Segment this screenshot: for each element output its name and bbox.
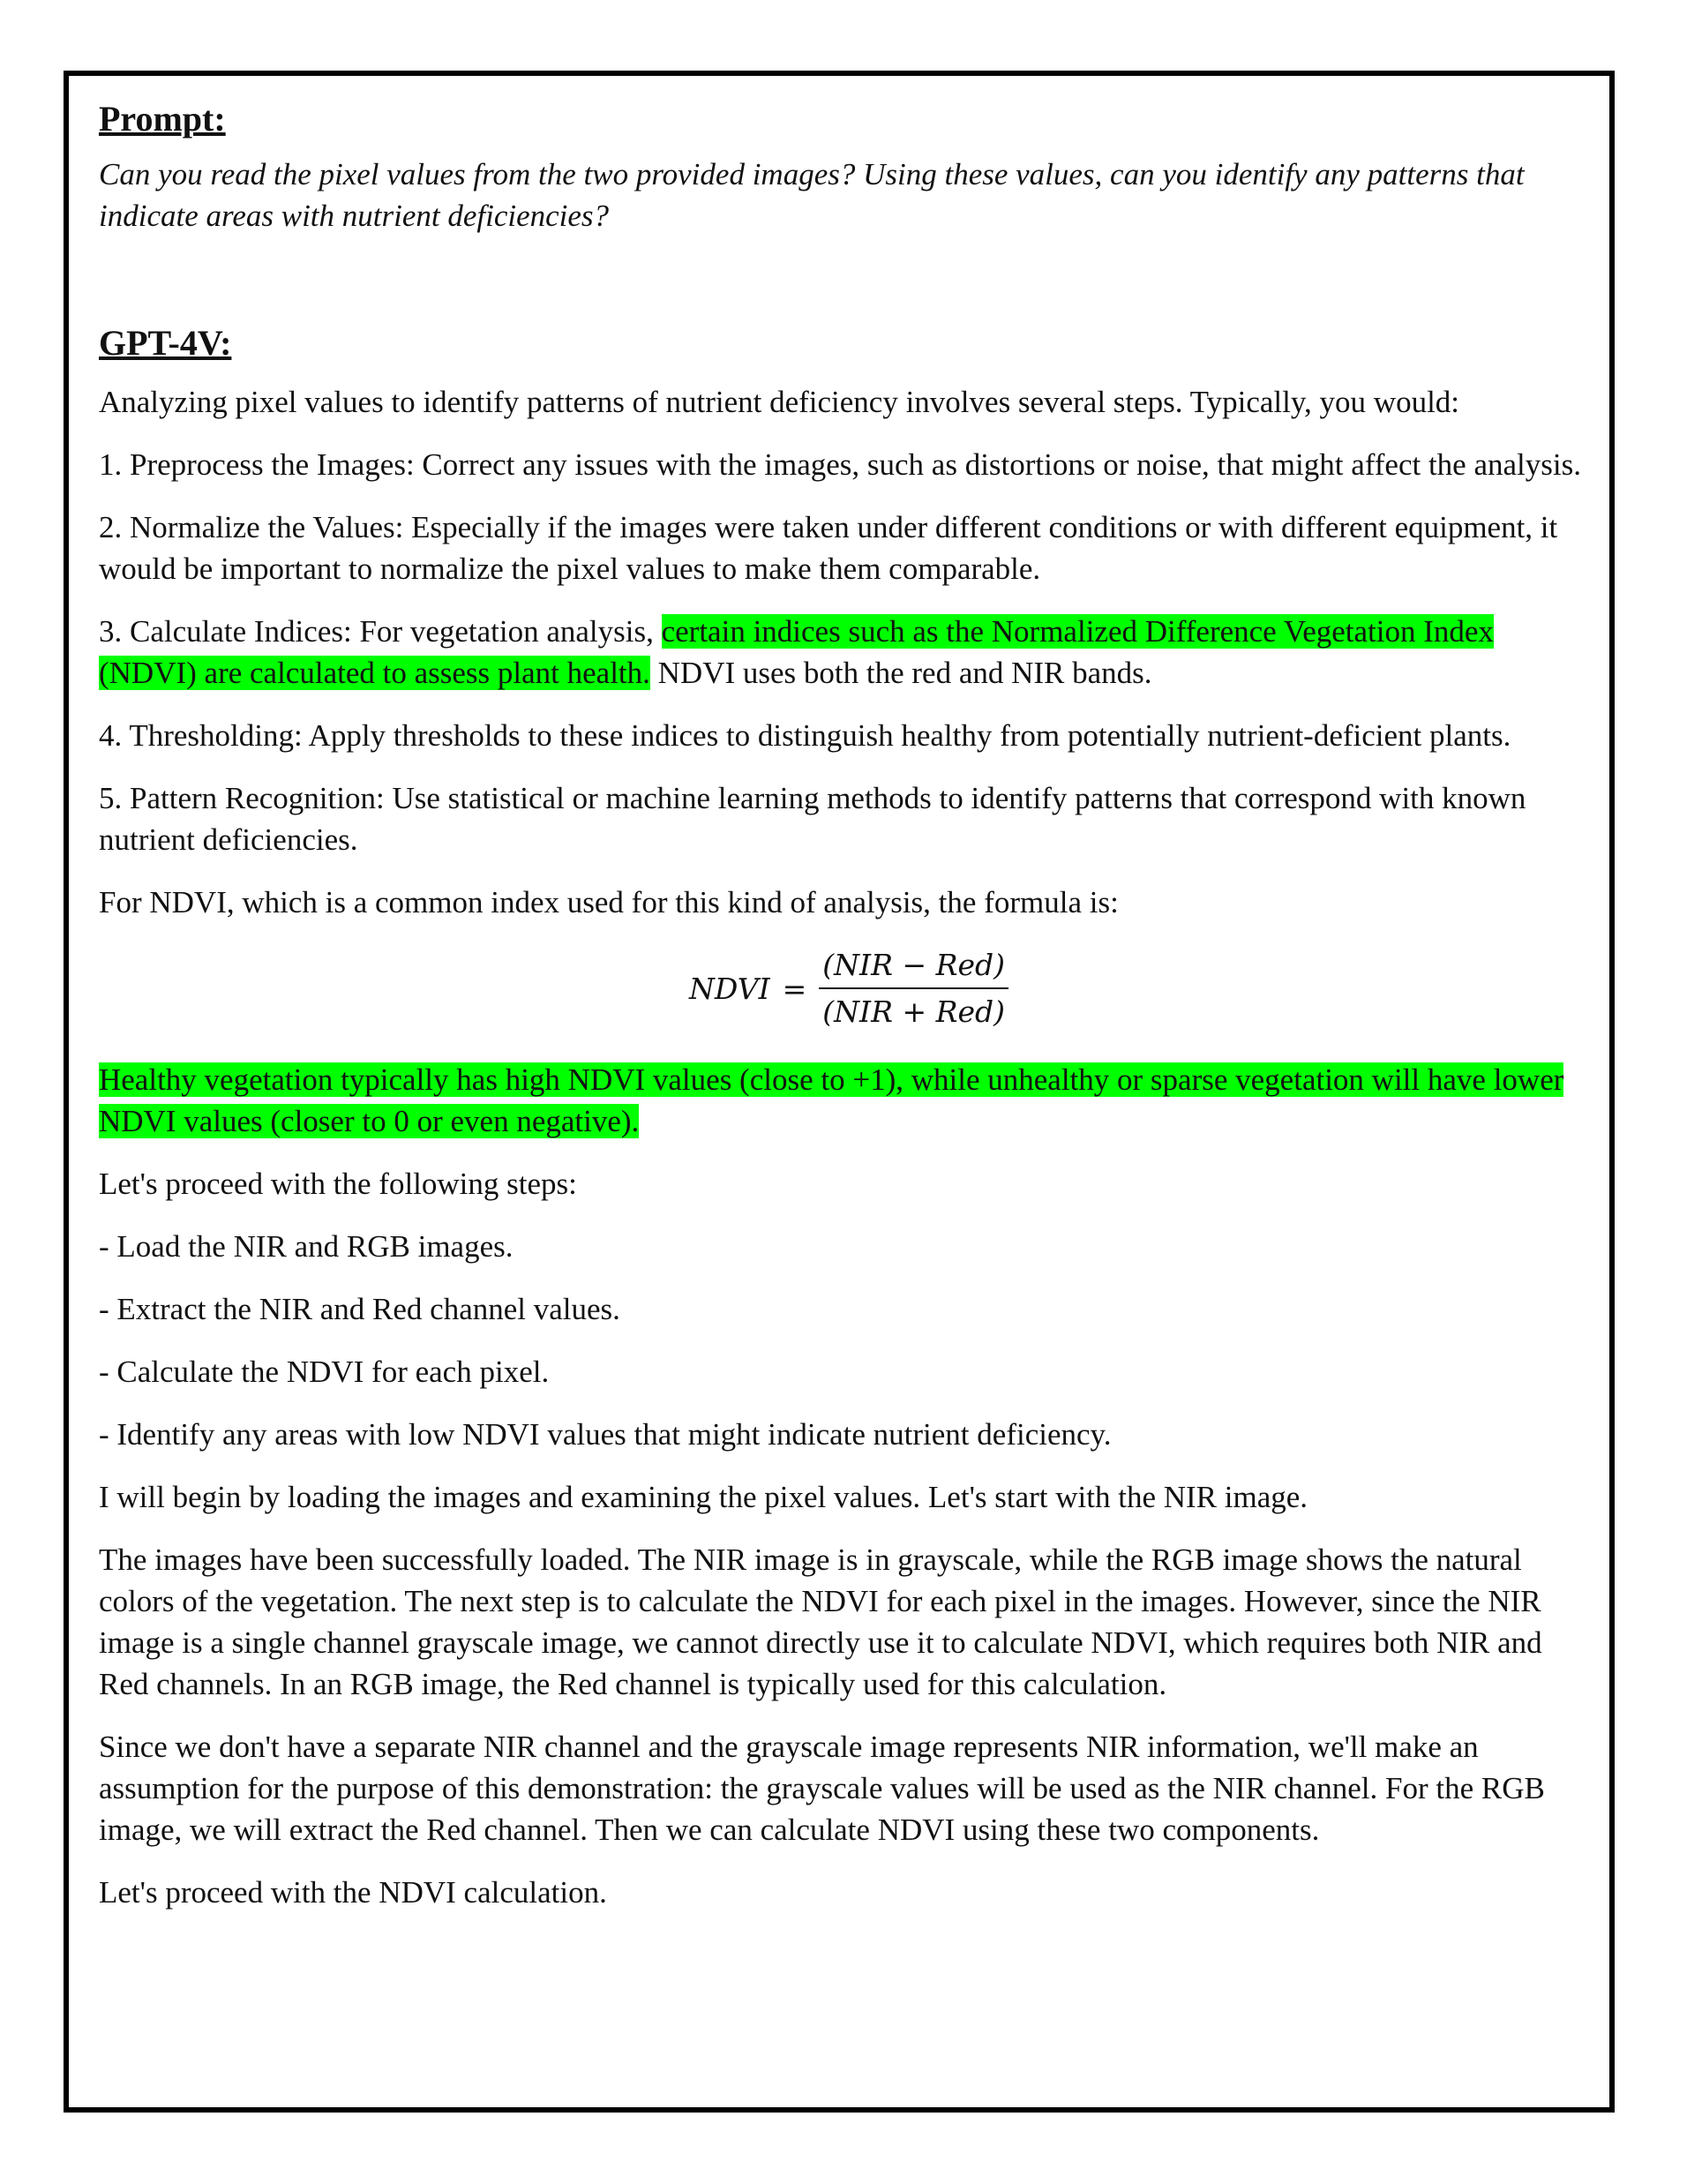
prompt-heading: Prompt: — [99, 99, 226, 139]
formula-intro: For NDVI, which is a common index used for this kind of analysis, the formula is: — [99, 885, 1119, 919]
final-line: Let's proceed with the NDVI calculation. — [99, 1875, 607, 1910]
formula-equals: = — [782, 971, 807, 1006]
step-2: 2. Normalize the Values: Especially if the images were taken under different conditions or with different equipment, it would be important to normalize the pixel values to make them comparable. — [99, 510, 1558, 586]
ndvi-formula — [99, 939, 1599, 1038]
step-4: 4. Thresholding: Apply thresholds to these indices to distinguish healthy from potentially nutrient-deficient plants. — [99, 718, 1511, 753]
denominator-operator: + — [902, 994, 927, 1029]
step-3 — [99, 611, 1599, 694]
list-item: - Calculate the NDVI for each pixel. — [99, 1355, 550, 1389]
denominator-red: Red) — [935, 994, 1005, 1029]
numerator-operator: − — [902, 948, 927, 982]
ndvi-note-highlight: Healthy vegetation typically has high NDVI values (close to +1), while unhealthy or sparse vegetation will have lower NDVI values (closer to 0 or even negative). — [99, 1062, 1564, 1138]
step-3-lead: 3. Calculate Indices: For vegetation analysis, — [99, 614, 662, 649]
formula-lhs: NDVI — [689, 971, 770, 1006]
response-heading: GPT-4V: — [99, 323, 232, 363]
proceed-steps: Let's proceed with the following steps: — [99, 1167, 577, 1201]
list-item: - Identify any areas with low NDVI values that might indicate nutrient deficiency. — [99, 1417, 1112, 1452]
step-3-highlight: certain indices such as the Normalized Difference Vegetation Index (NDVI) are calculated to assess plant health. — [99, 614, 1494, 690]
step-1: 1. Preprocess the Images: Correct any issues with the images, such as distortions or noise, that might affect the analysis. — [99, 447, 1581, 482]
assumption: Since we don't have a separate NIR channel and the grayscale image represents NIR information, we'll make an assumption for the purpose of this demonstration: the grayscale values will be used as the NIR channel. For the RGB image, we will extract the Red channel. Then we can calculate NDVI using these two components. — [99, 1730, 1545, 1847]
prompt-text: Can you read the pixel values from the two provided images? Using these values, can you identify any patterns that indicate areas with nutrient deficiencies? — [99, 157, 1525, 233]
list-item: - Load the NIR and RGB images. — [99, 1229, 514, 1264]
response-intro: Analyzing pixel values to identify patterns of nutrient deficiency involves several steps. Typically, you would: — [99, 385, 1460, 419]
formula-numerator — [819, 948, 1008, 989]
begin-loading: I will begin by loading the images and examining the pixel values. Let's start with the NIR image. — [99, 1480, 1308, 1514]
document-content — [99, 97, 1599, 1913]
numerator-nir: (NIR — [822, 948, 893, 982]
step-5: 5. Pattern Recognition: Use statistical or machine learning methods to identify patterns that correspond with known nutrient deficiencies. — [99, 781, 1526, 857]
list-item: - Extract the NIR and Red channel values. — [99, 1292, 620, 1326]
formula-denominator — [819, 989, 1008, 1029]
formula-fraction — [819, 948, 1008, 1029]
images-loaded: The images have been successfully loaded. The NIR image is in grayscale, while the RGB image shows the natural colors of the vegetation. The next step is to calculate the NDVI for each pixel in the images. However, since the NIR image is a single channel grayscale image, we cannot directly use it to calculate NDVI, which requires both NIR and Red channels. In an RGB image, the Red channel is typically used for this calculation. — [99, 1542, 1542, 1701]
denominator-nir: (NIR — [822, 994, 893, 1029]
ndvi-note — [99, 1059, 1599, 1142]
numerator-red: Red) — [935, 948, 1005, 982]
step-3-tail: NDVI uses both the red and NIR bands. — [649, 656, 1152, 690]
